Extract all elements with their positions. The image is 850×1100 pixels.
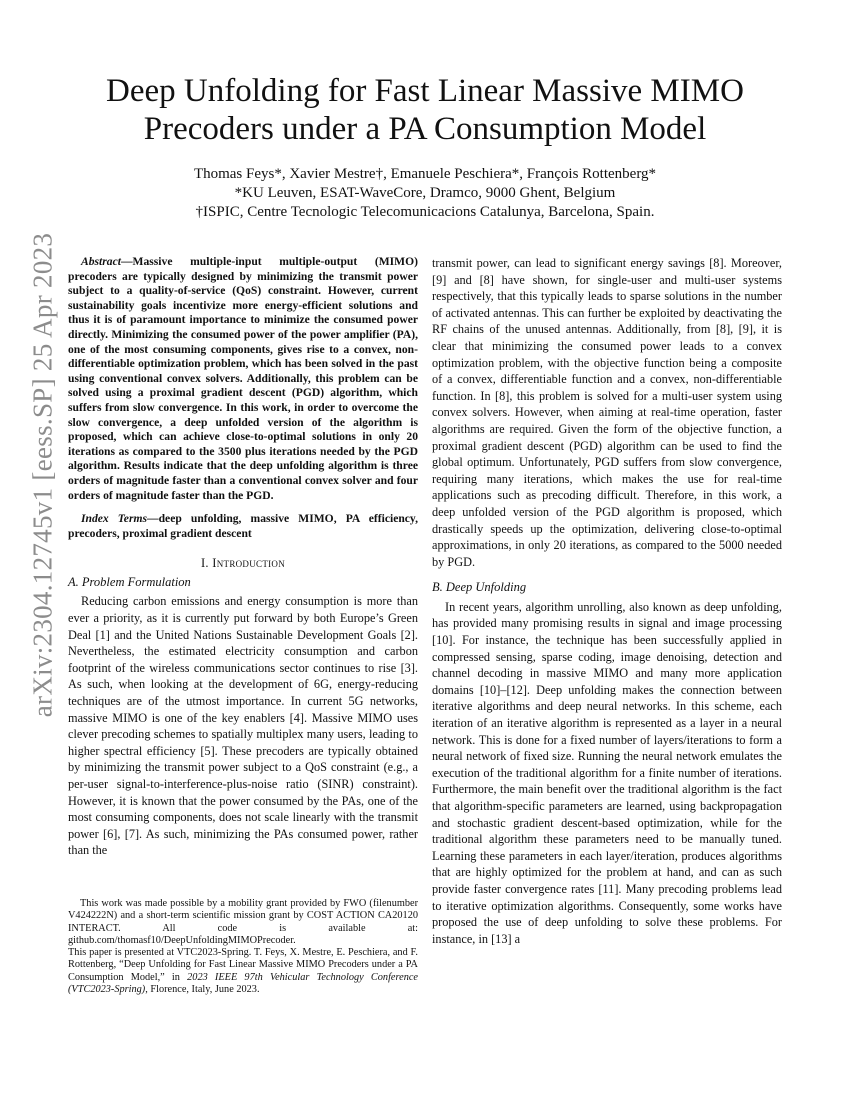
paper-title	[60, 72, 790, 148]
footnote-publication-post: , Florence, Italy, June 2023.	[145, 984, 260, 996]
left-column	[68, 255, 418, 859]
footnote-funding: This work was made possible by a mobility grant provided by FWO (filenumber V424222N) and a short-term scientific mission grant by COST ACTION CA20120 INTERACT. All code is available at: github.com/thomasf10/DeepUnfoldingMIMOPrecoder.	[68, 898, 418, 946]
footnote-publication-pre: This paper is presented at VTC2023-Spring. T. Feys, X. Mestre, E. Peschiera, and F. Rottenberg, “Deep Unfolding for Fast Linear Massive MIMO Precoders under a PA Consumption Model,” in	[68, 947, 418, 983]
paragraph-deep-unfolding: In recent years, algorithm unrolling, also known as deep unfolding, has provided many promising results in signal and image processing [10]. For instance, the technique has been successfully applied in compressed sensing, sparse coding, image denoising, detection and channel decoding in massive MIMO and many more application domains [10]–[12]. Deep unfolding makes the connection between iterative algorithms and deep neural networks. In this scheme, each iteration of an iterative algorithm is represented as a layer in a neural network. This is done for a fixed number of layers/iterations to form a neural network of fixed size. Running the neural network emulates the execution of the traditional algorithm for a finite number of iterations. Furthermore, the main benefit over the traditional algorithm is the fact that algorithm-specific parameters are learned, using backpropagation and stochastic gradient descent-based optimization, while for the traditional algorithm these parameters need to be manually tuned. Learning these parameters in each layer/iteration, produces algorithms that are highly optimized for the problem at hand, and can as such provide faster convergence rates [11]. Many precoding problems lead to iterative optimization algorithms. Consequently, some works have proposed the use of deep unfolding to solve these problems. For instance, in [13] a	[432, 599, 782, 946]
right-column	[432, 255, 782, 947]
index-terms	[68, 512, 418, 541]
abstract	[68, 255, 418, 503]
affiliation-ispic: †ISPIC, Centre Tecnologic Telecomunicacions Catalunya, Barcelona, Spain.	[195, 204, 655, 220]
index-terms-label: Index Terms	[81, 512, 147, 526]
affiliation-ku-leuven: *KU Leuven, ESAT-WaveCore, Dramco, 9000 Ghent, Belgium	[234, 185, 616, 201]
paragraph-problem-formulation: Reducing carbon emissions and energy consumption is more than ever a priority, as it is currently put forward by both Europe’s Green Deal [1] and the United Nations Sustainable Development Goals [2]. Nevertheless, the estimated electricity consumption and carbon footprint of the wireless communications sector continues to rise [3]. As such, when looking at the development of 6G, energy-reducing techniques are of the utmost importance. In current 5G networks, massive MIMO is one of the key enablers [4]. Massive MIMO uses clever precoding schemes to spatially multiplex many users, leading to higher spectral efficiency [5]. These precoders are typically obtained by minimizing the transmit power subject to a QoS constraint (e.g., a per-user signal-to-interference-plus-noise ratio (SINR) constraint). However, it is known that the power consumed by the PAs, one of the most consuming components, does not scale linearly with the transmit power [6], [7]. As such, minimizing the PAs consumed power, rather than the	[68, 594, 418, 858]
subsection-problem-formulation: A. Problem Formulation	[68, 574, 191, 589]
footnotes	[68, 898, 418, 996]
footnote-publication	[68, 947, 418, 996]
abstract-label: Abstract	[81, 255, 121, 268]
abstract-text: —Massive multiple-input multiple-output (MIMO) precoders are typically designed by minimizing the transmit power subject to a quality-of-service (QoS) constraint. However, current sustainability goals incentivize more energy-efficient solutions and thus it is of paramount importance to minimize the consumed power directly. Minimizing the consumed power of the power amplifier (PA), one of the most consuming components, gives rise to a convex, non-differentiable optimization problem, which has been solved in the past using conventional convex solvers. Additionally, this problem can be solved using a proximal gradient descent (PGD) algorithm, which suffers from slow convergence. In this work, in order to overcome the slow convergence, a deep unfolded version of the algorithm is proposed, which can achieve close-to-optimal solutions in only 20 iterations as compared to the 3500 plus iterations needed by the PGD algorithm. Results indicate that the deep unfolding algorithm is three orders of magnitude faster than a conventional convex solver and four orders of magnitude faster than the PGD.	[68, 255, 418, 502]
arxiv-identifier	[18, 232, 68, 717]
author-block	[60, 165, 790, 222]
title-line-2: Precoders under a PA Consumption Model	[143, 111, 707, 147]
title-line-1: Deep Unfolding for Fast Linear Massive MIMO	[106, 73, 744, 109]
footnote-venue: 2023 IEEE 97th Vehicular Technology Conference (VTC2023-Spring)	[68, 971, 418, 996]
subsection-deep-unfolding: B. Deep Unfolding	[432, 580, 527, 595]
author-names: Thomas Feys*, Xavier Mestre†, Emanuele Peschiera*, François Rottenberg*	[193, 166, 657, 182]
index-terms-text: —deep unfolding, massive MIMO, PA efficiency, precoders, proximal gradient descent	[68, 512, 418, 540]
paragraph-problem-formulation-continued: transmit power, can lead to significant energy savings [8]. Moreover, [9] and [8] have shown, for single-user and multi-user systems respectively, that this typically leads to sparse solutions in the number of activated antennas. This can further be exploited by deactivating the RF chains of the unused antennas. Additionally, from [8], [9], it is clear that minimizing the consumed power leads to a convex optimization problem, with the objective function being a composite of a convex, differentiable function and a convex, non-differentiable function. In [8], this problem is solved for a multi-user system using convex solvers. However, when aiming at real-time operation, faster algorithms are required. Given the form of the objective function, a proximal gradient descent (PGD) algorithm can be used to find the global optimum. Unfortunately, PGD suffers from slow convergence, requiring many iterations, which makes the use for real-time applications such as precoding difficult. Therefore, in this work, a deep unfolded version of the PGD algorithm is proposed, which drastically speeds up the optimization, delivering close-to-optimal approximations, in only 20 iterations, as compared to the 5000 needed by PGD.	[432, 256, 782, 569]
section-introduction-title: I. Introduction	[200, 556, 286, 571]
arxiv-id-text: arXiv:2304.12745v1 [eess.SP] 25 Apr 2023	[27, 232, 58, 717]
